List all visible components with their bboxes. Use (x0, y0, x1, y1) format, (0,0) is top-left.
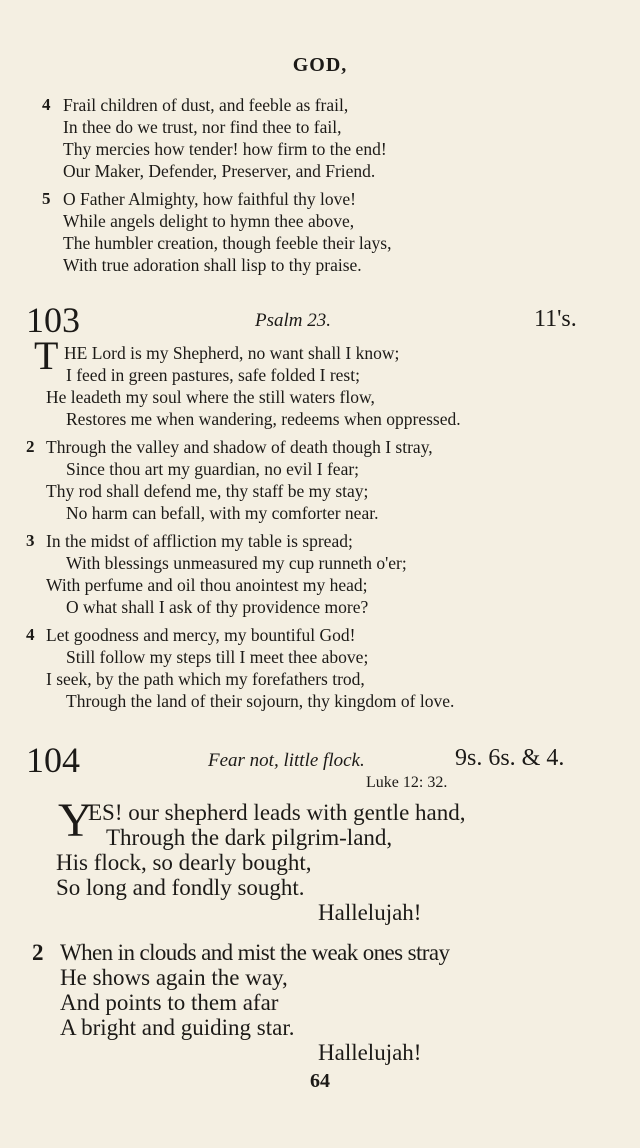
stanza-number: 2 (26, 437, 35, 456)
page-header: GOD, (292, 54, 348, 76)
verse-line: Hallelujah! (318, 1040, 422, 1065)
verse-line: He leadeth my soul where the still waters flow, (46, 387, 375, 407)
verse-line: O Father Almighty, how faithful thy love! (63, 189, 356, 209)
verse-line: ES! our shepherd leads with gentle hand, (88, 800, 466, 825)
stanza-number: 4 (42, 95, 51, 114)
verse-line: His flock, so dearly bought, (56, 850, 312, 875)
verse-line: While angels delight to hymn thee above, (63, 211, 355, 231)
verse-line: Through the dark pilgrim-land, (106, 825, 393, 850)
verse-line: O what shall I ask of thy providence more? (66, 597, 369, 617)
verse-line: Still follow my steps till I meet thee above; (66, 647, 369, 667)
verse-line: He shows again the way, (60, 965, 288, 990)
verse-line: I feed in green pastures, safe folded I rest; (66, 365, 360, 385)
verse-line: Our Maker, Defender, Preserver, and Friend. (63, 161, 376, 181)
verse-line: HE Lord is my Shepherd, no want shall I know; (64, 343, 400, 363)
verse-line: A bright and guiding star. (60, 1015, 295, 1040)
verse-line: No harm can befall, with my comforter near. (66, 503, 379, 523)
page-number: 64 (310, 1070, 330, 1092)
verse-line: When in clouds and mist the weak ones stray (60, 940, 450, 965)
hymn-number: 104 (26, 740, 80, 780)
stanza-number: 2 (32, 940, 44, 965)
verse-line: In the midst of affliction my table is spread; (46, 531, 353, 551)
verse-line: Through the land of their sojourn, thy kingdom of love. (66, 691, 455, 711)
stanza-number: 4 (26, 625, 35, 644)
verse-line: And points to them afar (60, 990, 279, 1015)
drop-cap: T (34, 333, 59, 378)
drop-cap: Y (58, 794, 93, 847)
verse-line: Since thou art my guardian, no evil I fear; (66, 459, 360, 479)
verse-line: With perfume and oil thou anointest my head; (46, 575, 368, 595)
stanza-number: 3 (26, 531, 35, 550)
verse-line: Hallelujah! (318, 900, 422, 925)
verse-line: So long and fondly sought. (56, 875, 305, 900)
scripture-reference: Luke 12: 32. (366, 774, 448, 791)
hymn-meter: 9s. 6s. & 4. (455, 745, 565, 771)
hymn-title: Fear not, little flock. (208, 750, 365, 771)
verse-line: I seek, by the path which my forefathers trod, (46, 669, 365, 689)
hymn-meter: 11's. (534, 306, 577, 332)
verse-line: Let goodness and mercy, my bountiful God! (46, 625, 356, 645)
verse-line: In thee do we trust, nor find thee to fail, (63, 117, 342, 137)
verse-line: With blessings unmeasured my cup runneth o'er; (66, 553, 407, 573)
verse-line: Thy mercies how tender! how firm to the end! (63, 139, 387, 159)
hymn-number: 103 (26, 300, 80, 340)
verse-line: The humbler creation, though feeble their lays, (63, 233, 392, 253)
verse-line: Through the valley and shadow of death though I stray, (46, 437, 433, 457)
verse-line: Frail children of dust, and feeble as frail, (63, 95, 349, 115)
verse-line: With true adoration shall lisp to thy praise. (63, 255, 362, 275)
verse-line: Restores me when wandering, redeems when oppressed. (66, 409, 461, 429)
hymn-title: Psalm 23. (255, 310, 331, 331)
stanza-number: 5 (42, 189, 51, 208)
verse-line: Thy rod shall defend me, thy staff be my stay; (46, 481, 369, 501)
